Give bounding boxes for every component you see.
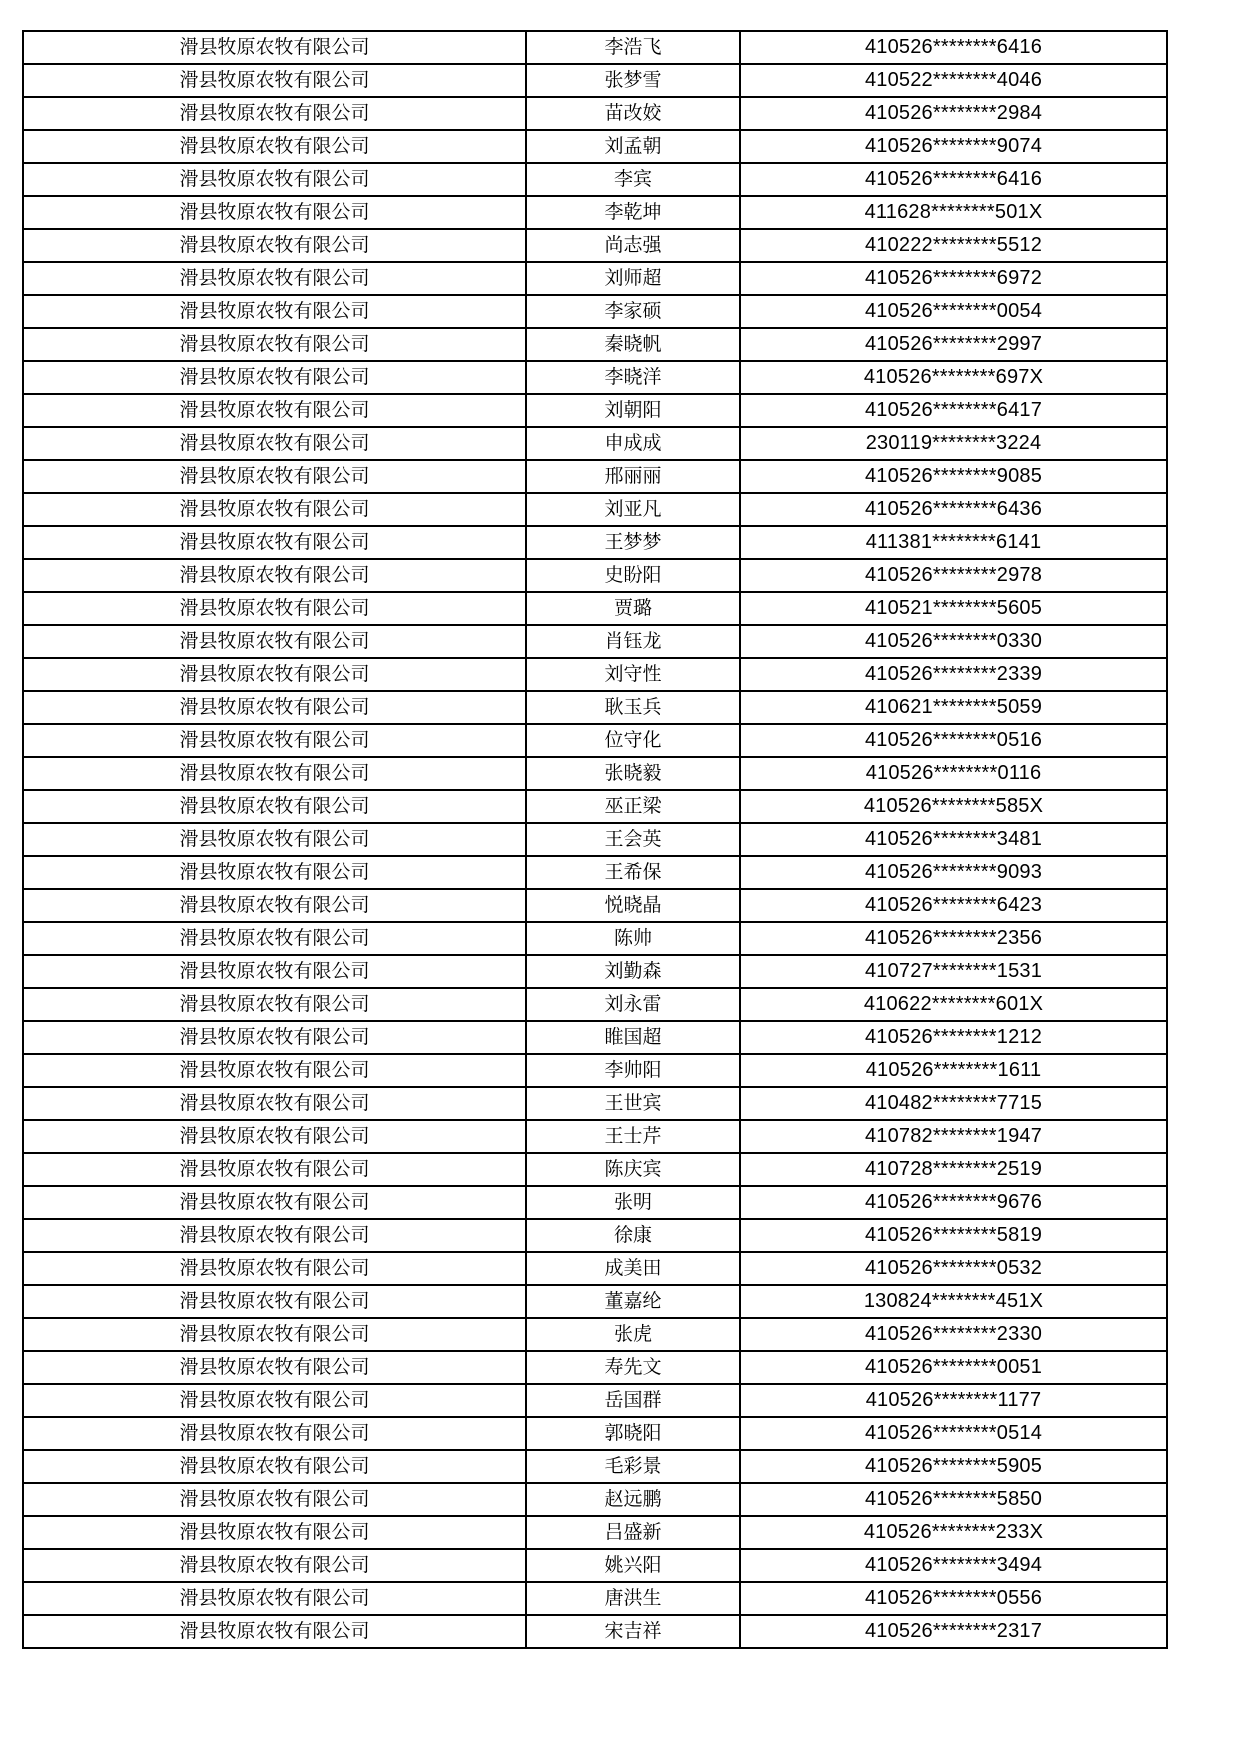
company-cell: 滑县牧原农牧有限公司	[23, 1186, 526, 1219]
name-cell: 刘孟朝	[526, 130, 740, 163]
company-cell: 滑县牧原农牧有限公司	[23, 922, 526, 955]
table-row	[23, 1252, 1167, 1285]
name-cell: 王会英	[526, 823, 740, 856]
id-number-cell: 410622********601X	[740, 988, 1167, 1021]
id-number-cell: 130824********451X	[740, 1285, 1167, 1318]
name-cell: 尚志强	[526, 229, 740, 262]
name-cell: 悦晓晶	[526, 889, 740, 922]
company-cell: 滑县牧原农牧有限公司	[23, 559, 526, 592]
table-row	[23, 1351, 1167, 1384]
id-number-cell: 410526********2356	[740, 922, 1167, 955]
id-number-cell: 410526********3494	[740, 1549, 1167, 1582]
table-row	[23, 493, 1167, 526]
table-row	[23, 1153, 1167, 1186]
company-cell: 滑县牧原农牧有限公司	[23, 394, 526, 427]
name-cell: 苗改姣	[526, 97, 740, 130]
table-row	[23, 31, 1167, 64]
name-cell: 刘守性	[526, 658, 740, 691]
company-cell: 滑县牧原农牧有限公司	[23, 1483, 526, 1516]
company-cell: 滑县牧原农牧有限公司	[23, 130, 526, 163]
id-number-cell: 410526********585X	[740, 790, 1167, 823]
id-number-cell: 410526********2317	[740, 1615, 1167, 1648]
id-number-cell: 410526********2330	[740, 1318, 1167, 1351]
company-cell: 滑县牧原农牧有限公司	[23, 1054, 526, 1087]
table-row	[23, 1186, 1167, 1219]
table-row	[23, 856, 1167, 889]
name-cell: 张梦雪	[526, 64, 740, 97]
table-row	[23, 526, 1167, 559]
table-row	[23, 460, 1167, 493]
table-row	[23, 592, 1167, 625]
table-row	[23, 97, 1167, 130]
company-cell: 滑县牧原农牧有限公司	[23, 757, 526, 790]
name-cell: 李浩飞	[526, 31, 740, 64]
id-number-cell: 410526********697X	[740, 361, 1167, 394]
company-cell: 滑县牧原农牧有限公司	[23, 691, 526, 724]
company-cell: 滑县牧原农牧有限公司	[23, 1252, 526, 1285]
company-cell: 滑县牧原农牧有限公司	[23, 1615, 526, 1648]
id-number-cell: 410526********9093	[740, 856, 1167, 889]
id-number-cell: 410526********2984	[740, 97, 1167, 130]
company-cell: 滑县牧原农牧有限公司	[23, 1318, 526, 1351]
name-cell: 唐洪生	[526, 1582, 740, 1615]
company-cell: 滑县牧原农牧有限公司	[23, 1417, 526, 1450]
name-cell: 董嘉纶	[526, 1285, 740, 1318]
id-number-cell: 410222********5512	[740, 229, 1167, 262]
company-cell: 滑县牧原农牧有限公司	[23, 1351, 526, 1384]
id-number-cell: 410526********6416	[740, 31, 1167, 64]
id-number-cell: 410526********1611	[740, 1054, 1167, 1087]
table-row	[23, 757, 1167, 790]
table-row	[23, 1615, 1167, 1648]
company-cell: 滑县牧原农牧有限公司	[23, 163, 526, 196]
name-cell: 王希保	[526, 856, 740, 889]
id-number-cell: 410526********3481	[740, 823, 1167, 856]
id-number-cell: 410526********1177	[740, 1384, 1167, 1417]
id-number-cell: 410526********2997	[740, 328, 1167, 361]
roster-table	[22, 30, 1168, 1649]
id-number-cell: 410526********5819	[740, 1219, 1167, 1252]
company-cell: 滑县牧原农牧有限公司	[23, 196, 526, 229]
name-cell: 肖钰龙	[526, 625, 740, 658]
table-row	[23, 988, 1167, 1021]
table-row	[23, 724, 1167, 757]
name-cell: 刘朝阳	[526, 394, 740, 427]
name-cell: 史盼阳	[526, 559, 740, 592]
name-cell: 宋吉祥	[526, 1615, 740, 1648]
id-number-cell: 410526********0556	[740, 1582, 1167, 1615]
table-row	[23, 790, 1167, 823]
name-cell: 赵远鹏	[526, 1483, 740, 1516]
name-cell: 王梦梦	[526, 526, 740, 559]
table-row	[23, 1483, 1167, 1516]
table-row	[23, 1384, 1167, 1417]
table-row	[23, 163, 1167, 196]
company-cell: 滑县牧原农牧有限公司	[23, 64, 526, 97]
id-number-cell: 411628********501X	[740, 196, 1167, 229]
table-row	[23, 1219, 1167, 1252]
table-row	[23, 1549, 1167, 1582]
company-cell: 滑县牧原农牧有限公司	[23, 592, 526, 625]
id-number-cell: 410621********5059	[740, 691, 1167, 724]
id-number-cell: 410526********6423	[740, 889, 1167, 922]
id-number-cell: 410526********5905	[740, 1450, 1167, 1483]
table-row	[23, 1021, 1167, 1054]
company-cell: 滑县牧原农牧有限公司	[23, 1285, 526, 1318]
company-cell: 滑县牧原农牧有限公司	[23, 1153, 526, 1186]
name-cell: 陈帅	[526, 922, 740, 955]
company-cell: 滑县牧原农牧有限公司	[23, 790, 526, 823]
id-number-cell: 410728********2519	[740, 1153, 1167, 1186]
table-row	[23, 658, 1167, 691]
company-cell: 滑县牧原农牧有限公司	[23, 1516, 526, 1549]
id-number-cell: 410482********7715	[740, 1087, 1167, 1120]
name-cell: 王世宾	[526, 1087, 740, 1120]
company-cell: 滑县牧原农牧有限公司	[23, 889, 526, 922]
table-row	[23, 1054, 1167, 1087]
name-cell: 刘勤森	[526, 955, 740, 988]
name-cell: 张虎	[526, 1318, 740, 1351]
table-row	[23, 691, 1167, 724]
table-row	[23, 295, 1167, 328]
id-number-cell: 410526********2339	[740, 658, 1167, 691]
company-cell: 滑县牧原农牧有限公司	[23, 1120, 526, 1153]
table-row	[23, 394, 1167, 427]
name-cell: 邢丽丽	[526, 460, 740, 493]
id-number-cell: 410526********0116	[740, 757, 1167, 790]
company-cell: 滑县牧原农牧有限公司	[23, 1021, 526, 1054]
id-number-cell: 410526********6417	[740, 394, 1167, 427]
id-number-cell: 410526********9074	[740, 130, 1167, 163]
id-number-cell: 410526********9676	[740, 1186, 1167, 1219]
id-number-cell: 410727********1531	[740, 955, 1167, 988]
table-row	[23, 1285, 1167, 1318]
table-row	[23, 1318, 1167, 1351]
id-number-cell: 410526********0330	[740, 625, 1167, 658]
table-row	[23, 922, 1167, 955]
name-cell: 张明	[526, 1186, 740, 1219]
name-cell: 张晓毅	[526, 757, 740, 790]
company-cell: 滑县牧原农牧有限公司	[23, 856, 526, 889]
id-number-cell: 410526********9085	[740, 460, 1167, 493]
company-cell: 滑县牧原农牧有限公司	[23, 988, 526, 1021]
table-row	[23, 955, 1167, 988]
name-cell: 李帅阳	[526, 1054, 740, 1087]
company-cell: 滑县牧原农牧有限公司	[23, 823, 526, 856]
company-cell: 滑县牧原农牧有限公司	[23, 1384, 526, 1417]
id-number-cell: 410526********0051	[740, 1351, 1167, 1384]
roster-table-body	[23, 31, 1167, 1648]
table-row	[23, 559, 1167, 592]
name-cell: 李晓洋	[526, 361, 740, 394]
id-number-cell: 410782********1947	[740, 1120, 1167, 1153]
name-cell: 陈庆宾	[526, 1153, 740, 1186]
name-cell: 耿玉兵	[526, 691, 740, 724]
name-cell: 王士芹	[526, 1120, 740, 1153]
table-row	[23, 1417, 1167, 1450]
id-number-cell: 410526********0054	[740, 295, 1167, 328]
company-cell: 滑县牧原农牧有限公司	[23, 97, 526, 130]
company-cell: 滑县牧原农牧有限公司	[23, 493, 526, 526]
table-row	[23, 1087, 1167, 1120]
company-cell: 滑县牧原农牧有限公司	[23, 724, 526, 757]
company-cell: 滑县牧原农牧有限公司	[23, 460, 526, 493]
roster-sheet	[22, 30, 1166, 1649]
table-row	[23, 262, 1167, 295]
name-cell: 毛彩景	[526, 1450, 740, 1483]
company-cell: 滑县牧原农牧有限公司	[23, 295, 526, 328]
id-number-cell: 410526********6416	[740, 163, 1167, 196]
company-cell: 滑县牧原农牧有限公司	[23, 1087, 526, 1120]
id-number-cell: 410526********5850	[740, 1483, 1167, 1516]
name-cell: 徐康	[526, 1219, 740, 1252]
id-number-cell: 410526********0514	[740, 1417, 1167, 1450]
name-cell: 巫正梁	[526, 790, 740, 823]
company-cell: 滑县牧原农牧有限公司	[23, 1582, 526, 1615]
table-row	[23, 361, 1167, 394]
id-number-cell: 410522********4046	[740, 64, 1167, 97]
name-cell: 刘师超	[526, 262, 740, 295]
id-number-cell: 410526********1212	[740, 1021, 1167, 1054]
company-cell: 滑县牧原农牧有限公司	[23, 1219, 526, 1252]
company-cell: 滑县牧原农牧有限公司	[23, 328, 526, 361]
table-row	[23, 229, 1167, 262]
name-cell: 申成成	[526, 427, 740, 460]
name-cell: 位守化	[526, 724, 740, 757]
id-number-cell: 410526********0516	[740, 724, 1167, 757]
id-number-cell: 410526********6436	[740, 493, 1167, 526]
company-cell: 滑县牧原农牧有限公司	[23, 955, 526, 988]
name-cell: 岳国群	[526, 1384, 740, 1417]
table-row	[23, 823, 1167, 856]
company-cell: 滑县牧原农牧有限公司	[23, 427, 526, 460]
company-cell: 滑县牧原农牧有限公司	[23, 1549, 526, 1582]
table-row	[23, 625, 1167, 658]
company-cell: 滑县牧原农牧有限公司	[23, 262, 526, 295]
table-row	[23, 1582, 1167, 1615]
id-number-cell: 230119********3224	[740, 427, 1167, 460]
name-cell: 李乾坤	[526, 196, 740, 229]
company-cell: 滑县牧原农牧有限公司	[23, 361, 526, 394]
table-row	[23, 328, 1167, 361]
name-cell: 姚兴阳	[526, 1549, 740, 1582]
company-cell: 滑县牧原农牧有限公司	[23, 31, 526, 64]
table-row	[23, 1516, 1167, 1549]
table-row	[23, 130, 1167, 163]
table-row	[23, 889, 1167, 922]
name-cell: 刘永雷	[526, 988, 740, 1021]
company-cell: 滑县牧原农牧有限公司	[23, 229, 526, 262]
company-cell: 滑县牧原农牧有限公司	[23, 1450, 526, 1483]
table-row	[23, 427, 1167, 460]
name-cell: 吕盛新	[526, 1516, 740, 1549]
name-cell: 秦晓帆	[526, 328, 740, 361]
company-cell: 滑县牧原农牧有限公司	[23, 526, 526, 559]
table-row	[23, 196, 1167, 229]
id-number-cell: 410526********2978	[740, 559, 1167, 592]
table-row	[23, 1120, 1167, 1153]
id-number-cell: 411381********6141	[740, 526, 1167, 559]
name-cell: 寿先文	[526, 1351, 740, 1384]
name-cell: 睢国超	[526, 1021, 740, 1054]
name-cell: 郭晓阳	[526, 1417, 740, 1450]
id-number-cell: 410521********5605	[740, 592, 1167, 625]
table-row	[23, 1450, 1167, 1483]
id-number-cell: 410526********0532	[740, 1252, 1167, 1285]
name-cell: 贾璐	[526, 592, 740, 625]
company-cell: 滑县牧原农牧有限公司	[23, 625, 526, 658]
table-row	[23, 64, 1167, 97]
name-cell: 李宾	[526, 163, 740, 196]
name-cell: 李家硕	[526, 295, 740, 328]
name-cell: 刘亚凡	[526, 493, 740, 526]
company-cell: 滑县牧原农牧有限公司	[23, 658, 526, 691]
id-number-cell: 410526********233X	[740, 1516, 1167, 1549]
id-number-cell: 410526********6972	[740, 262, 1167, 295]
name-cell: 成美田	[526, 1252, 740, 1285]
